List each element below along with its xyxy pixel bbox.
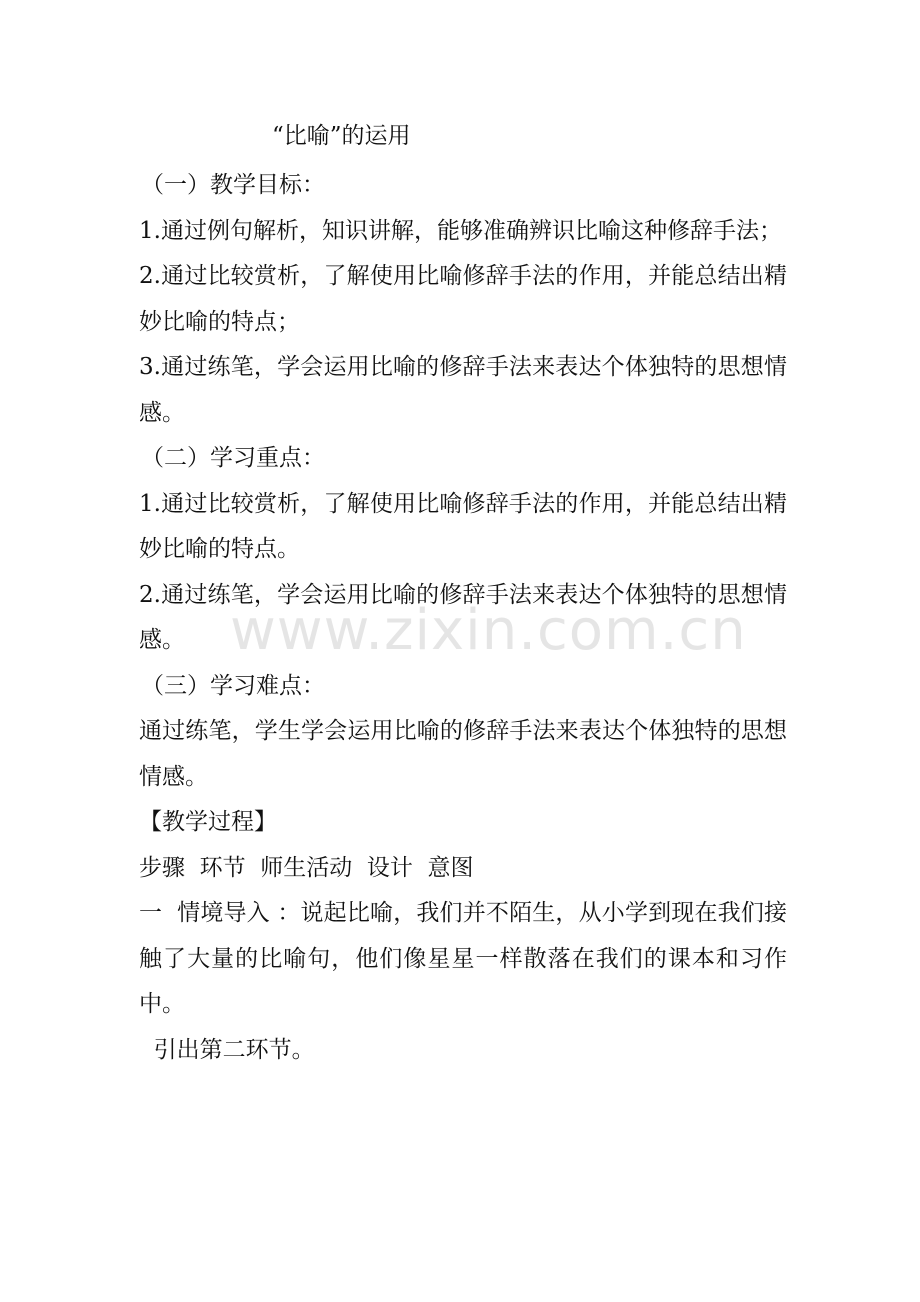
document-body [139, 163, 787, 1073]
objective-1: 1.通过例句解析，知识讲解，能够准确辨识比喻这种修辞手法； [139, 217, 782, 244]
section-heading-key-points: （二）学习重点： [141, 445, 325, 471]
watermark-text: www.zixin.com.cn [230, 598, 747, 663]
key-point-2: 2.通过练笔，学会运用比喻的修辞手法来表达个体独特的思想情感。 [139, 581, 787, 653]
key-point-1: 1.通过比较赏析，了解使用比喻修辞手法的作用，并能总结出精妙比喻的特点。 [139, 490, 787, 562]
process-columns-line: 步骤 环节 师生活动 设计 意图 [139, 854, 474, 881]
section-heading-difficulties: （三）学习难点： [141, 672, 325, 699]
step-one-paragraph: 一 情境导入 ：说起比喻，我们并不陌生，从小学到现在我们接触了大量的比喻句，他们像星星一样散落在我们的课本和习作中。 [139, 900, 787, 1017]
document-title: “比喻”的运用 [272, 123, 411, 149]
section-heading-objectives: （一）教学目标： [141, 172, 325, 198]
step-one-lead-out: 引出第二环节。 [139, 1036, 315, 1063]
objective-2: 2.通过比较赏析，了解使用比喻修辞手法的作用，并能总结出精妙比喻的特点； [139, 263, 787, 335]
objective-3: 3.通过练笔，学会运用比喻的修辞手法来表达个体独特的思想情感。 [139, 354, 787, 426]
difficulty-text: 通过练笔，学生学会运用比喻的修辞手法来表达个体独特的思想情感。 [139, 718, 787, 790]
teaching-process-heading: 【教学过程】 [139, 809, 277, 835]
